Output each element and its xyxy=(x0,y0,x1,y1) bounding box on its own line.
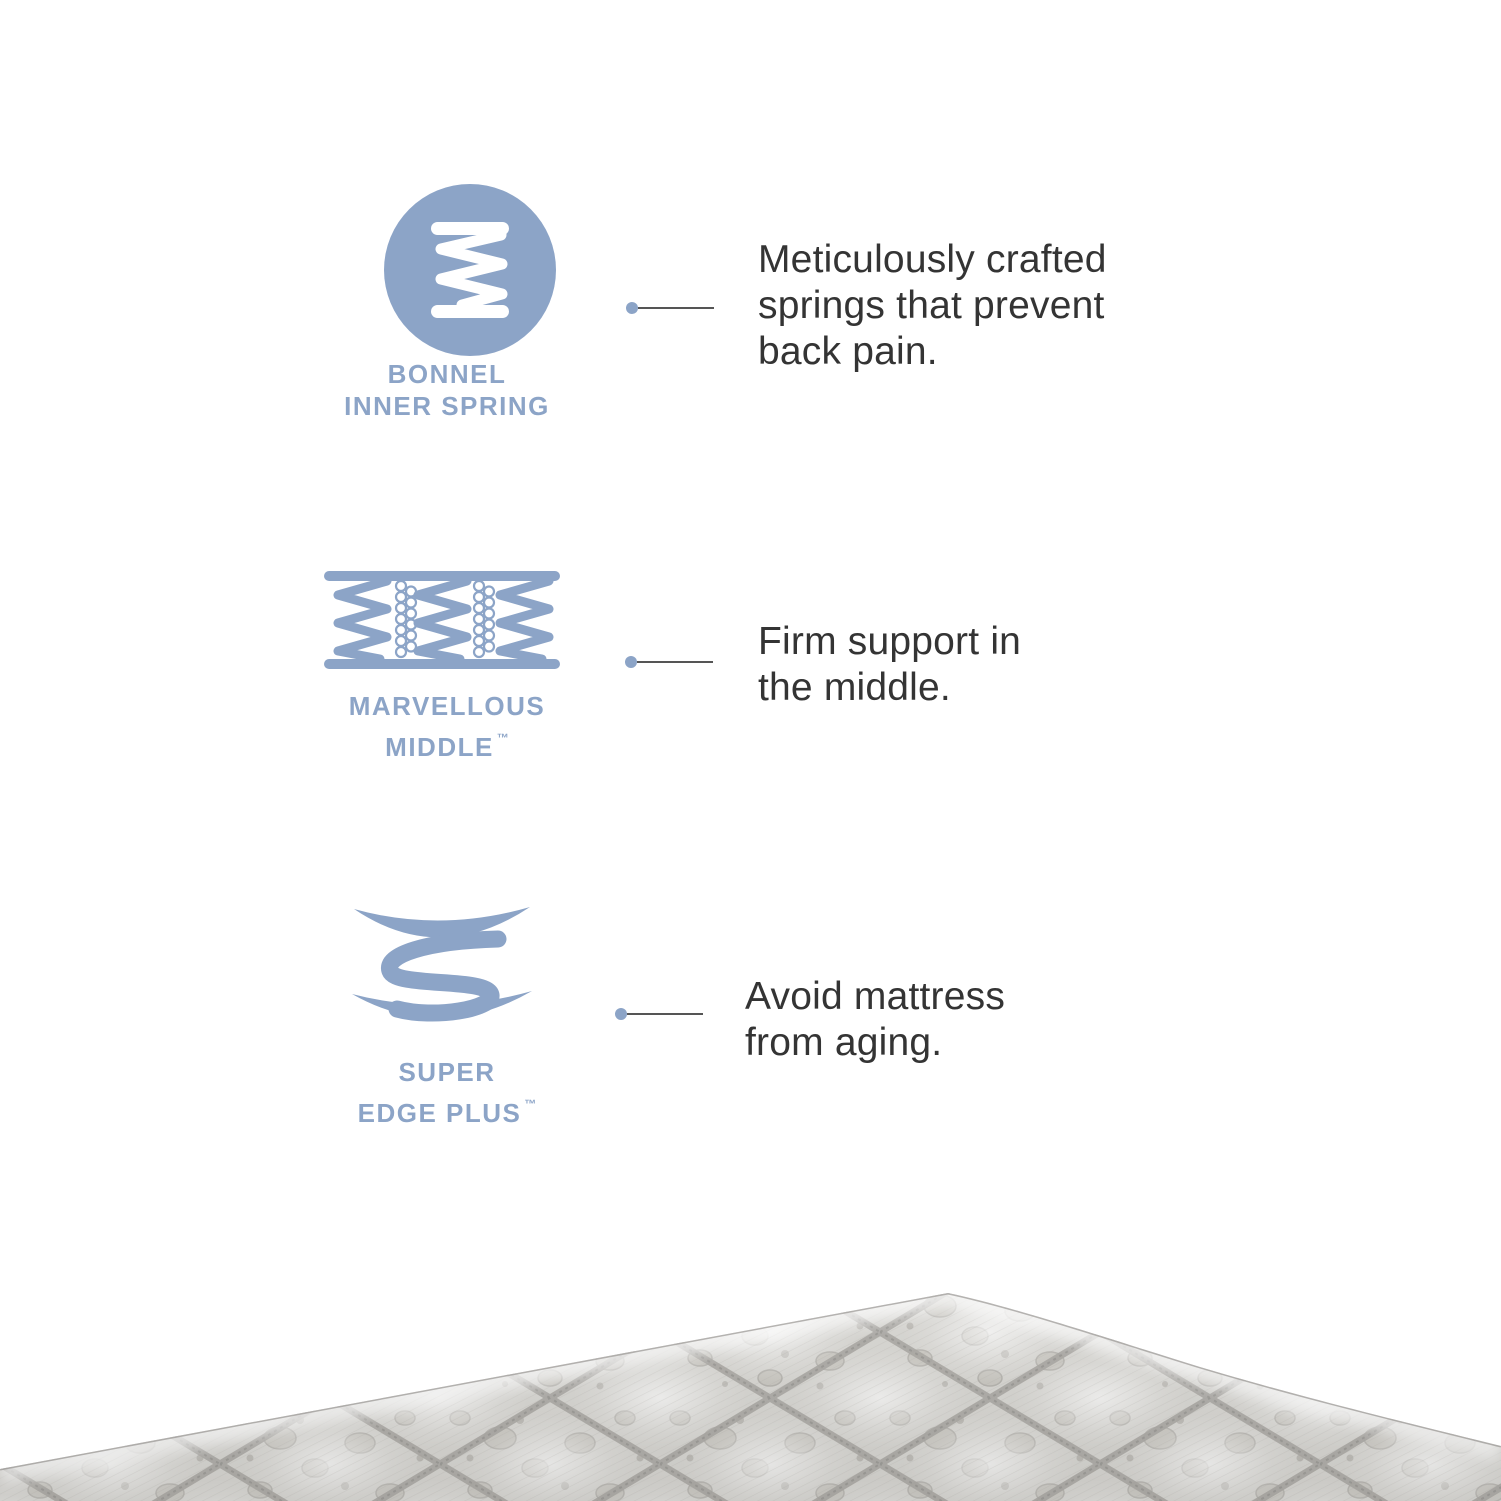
super-edge-plus-icon xyxy=(340,895,540,1045)
feature-label-line: MIDDLE xyxy=(385,732,494,762)
marvellous-middle-icon xyxy=(322,565,562,675)
connector-dot-icon xyxy=(626,302,638,314)
feature-label-marvellous-middle xyxy=(247,690,647,763)
description-line: from aging. xyxy=(745,1021,943,1064)
description-line: Meticulously crafted xyxy=(758,238,1107,281)
description-line: springs that prevent xyxy=(758,284,1105,327)
feature-description-marvellous xyxy=(758,619,1021,711)
description-line: back pain. xyxy=(758,330,938,373)
trademark-symbol: ™ xyxy=(524,1097,537,1111)
mattress-corner-photo xyxy=(0,1266,1501,1501)
feature-label-line: MARVELLOUS xyxy=(348,691,546,721)
connector-line xyxy=(637,661,713,663)
feature-label-bonnel-inner-spring xyxy=(247,358,647,422)
description-line: the middle. xyxy=(758,666,951,709)
connector-dot-icon xyxy=(615,1008,627,1020)
feature-label-line: EDGE PLUS xyxy=(357,1098,522,1128)
connector-super-edge xyxy=(615,1008,703,1020)
feature-label-line: INNER SPRING xyxy=(344,391,550,421)
bonnel-inner-spring-icon xyxy=(384,184,556,356)
description-line: Firm support in xyxy=(758,620,1022,663)
connector-line xyxy=(638,307,714,309)
feature-description-super-edge xyxy=(745,974,1005,1066)
feature-label-line: BONNEL xyxy=(387,359,507,389)
feature-label-line: SUPER xyxy=(398,1057,496,1087)
trademark-symbol: ™ xyxy=(496,731,509,745)
description-line: Avoid mattress xyxy=(745,975,1006,1018)
connector-dot-icon xyxy=(625,656,637,668)
feature-description-bonnel xyxy=(758,237,1107,375)
connector-bonnel xyxy=(626,302,714,314)
feature-label-super-edge-plus xyxy=(247,1056,647,1129)
connector-line xyxy=(627,1013,703,1015)
connector-marvellous xyxy=(625,656,713,668)
